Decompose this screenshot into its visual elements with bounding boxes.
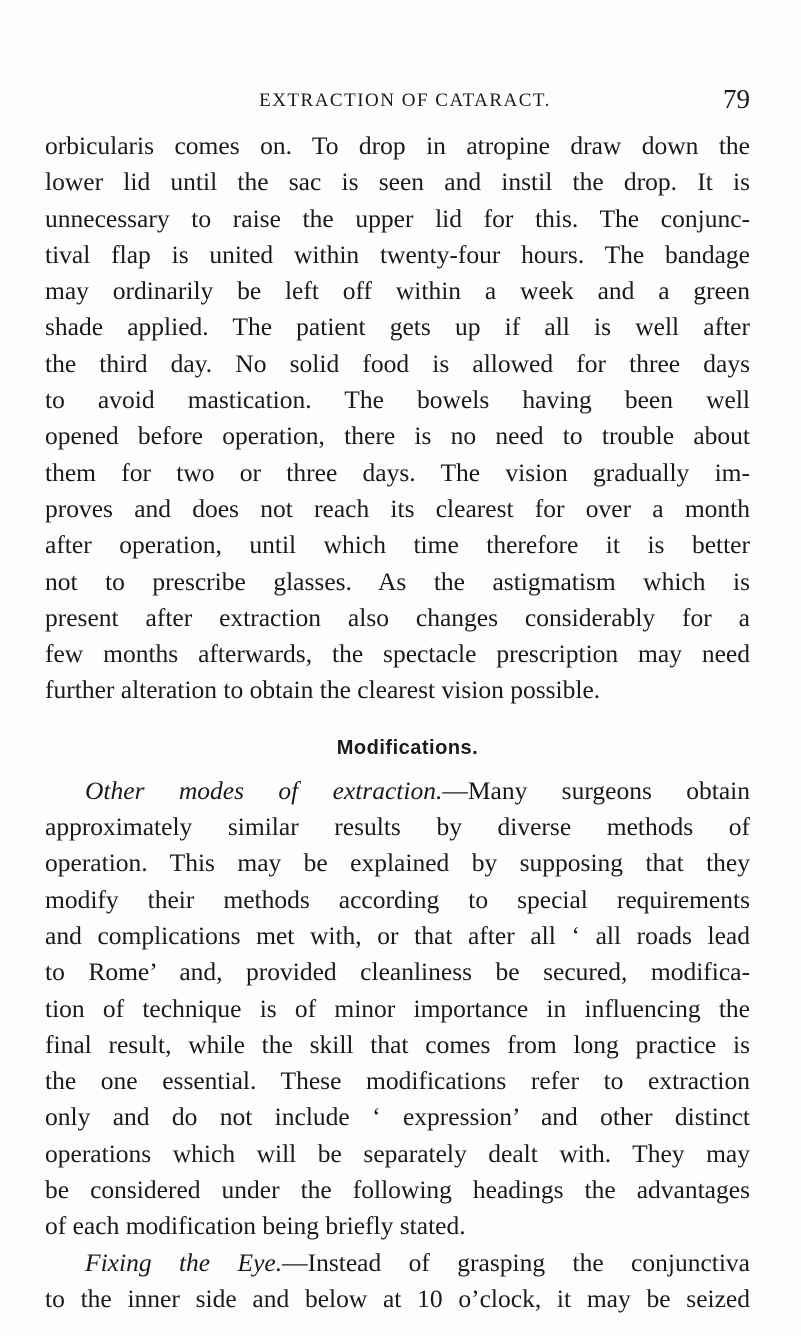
text-line: shade applied. The patient gets up if all is well after	[45, 312, 750, 342]
text-line: operation. This may be explained by supposing that they	[45, 848, 750, 878]
text-line: them for two or three days. The vision gradually im-	[45, 457, 750, 487]
text-line: modify their methods according to special requirements	[45, 884, 750, 914]
text-line: operations which will be separately dealt with. They may	[45, 1138, 750, 1168]
text-line: approximately similar results by diverse methods of	[45, 812, 750, 842]
text-line: to the inner side and below at 10 o’clock, it may be seized	[45, 1283, 750, 1313]
text-line: opened before operation, there is no need to trouble about	[45, 421, 750, 451]
text-line: orbicularis comes on. To drop in atropine draw down the	[45, 131, 750, 160]
text-line: unnecessary to raise the upper lid for this. The conjunc-	[45, 203, 750, 233]
paragraph-lead-line	[45, 1245, 750, 1281]
text-line: not to prescribe glasses. As the astigmatism which is	[45, 566, 750, 596]
lead-italic-phrase: Fixing the Eye.	[85, 1247, 283, 1277]
running-title: EXTRACTION OF CATARACT.	[259, 90, 551, 111]
lead-italic-phrase: Other modes of extraction.	[85, 775, 443, 805]
text-line: to avoid mastication. The bowels having been well	[45, 385, 750, 415]
lead-rest: —Instead of grasping the conjunctiva	[282, 1247, 751, 1277]
text-line: be considered under the following headings the advantages	[45, 1175, 750, 1205]
text-line: to Rome’ and, provided cleanliness be secured, modifica-	[45, 957, 750, 987]
text-line: may ordinarily be left off within a week and a green	[45, 276, 750, 306]
text-line: proves and does not reach its clearest for over a month	[45, 493, 750, 523]
text-line: present after extraction also changes considerably for a	[45, 602, 750, 632]
body-text	[45, 128, 750, 1317]
text-line: tival flap is united within twenty-four hours. The bandage	[45, 239, 750, 269]
lead-rest: —Many surgeons obtain	[442, 775, 750, 805]
running-head	[60, 86, 750, 118]
text-line: few months afterwards, the spectacle prescription may need	[45, 639, 750, 669]
text-line: the one essential. These modifications refer to extraction	[45, 1066, 750, 1096]
paragraph-lead-line	[45, 773, 750, 809]
text-line: further alteration to obtain the clearest vision possible.	[45, 675, 601, 705]
text-line: tion of technique is of minor importance in influencing the	[45, 993, 750, 1023]
text-line: and complications met with, or that after all ‘ all roads lead	[45, 920, 750, 950]
section-heading: Modifications.	[336, 736, 479, 759]
text-line: of each modification being briefly stated.	[45, 1211, 466, 1241]
text-line: after operation, until which time therefore it is better	[45, 530, 750, 560]
text-line: lower lid until the sac is seen and instil the drop. It is	[45, 167, 750, 197]
text-line: only and do not include ‘ expression’ and other distinct	[45, 1102, 750, 1132]
page-number: 79	[723, 84, 750, 114]
text-line: final result, while the skill that comes from long practice is	[45, 1029, 750, 1059]
text-line: the third day. No solid food is allowed for three days	[45, 348, 750, 378]
